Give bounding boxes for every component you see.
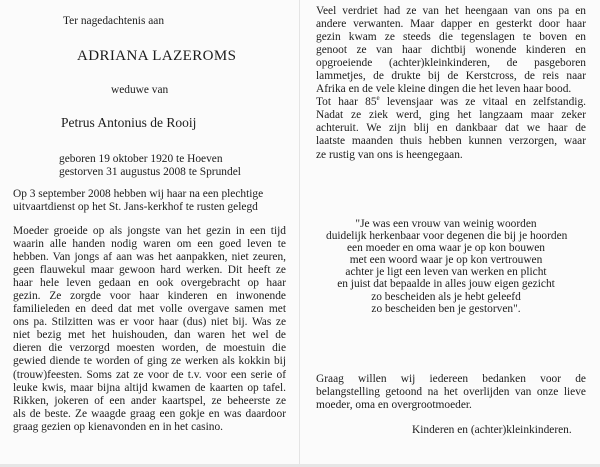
text-line: laatste maanden thuis hebben kunnen verzorgen, waar (316, 135, 586, 148)
thanks-paragraph (316, 373, 586, 412)
poem-line: een moeder en oma waar je op kon bouwen (347, 242, 545, 255)
ordinal-suffix: e (376, 94, 380, 103)
text-line: Rikken, jokeren of een ander kaartspel, ze beheerste ze (13, 394, 286, 407)
text-line: ons pa. Stilzitten was er voor haar (dus) niet bij. Was ze (13, 316, 286, 329)
text-line: opgroeiende (achter)kleinkinderen, de pasgeboren (316, 57, 586, 70)
text-line: hebben. Van jongs af aan was het aanpakken, niet zeuren, (13, 251, 286, 264)
text-line: dieren die verzorgd moesten worden, de moestuin die (13, 342, 286, 355)
text-line: Nadat ze ziek werd, ging het langzaam maar zeker (316, 109, 586, 122)
biography-paragraph (13, 225, 286, 434)
text-line: genoot ze van haar dichtbij wonende kinderen en (316, 44, 586, 57)
text-line: Afrika en de vele kleine dingen die het leven haar bood. (316, 83, 572, 96)
text-line: gewied diende te worden of ging ze werken als kokkin bij (13, 355, 286, 368)
funeral-paragraph (13, 188, 285, 214)
text-line: ze rustig van ons is heengegaan. (316, 148, 463, 161)
text-line: andere verwanten. Maar dapper en gesterkt door haar (316, 18, 586, 31)
poem-line: duidelijk herkenbaar voor degenen die bij je hoorden (326, 230, 568, 243)
memorial-heading: Ter nagedachtenis aan (63, 15, 165, 27)
text-line: uitvaartdienst op het St. Jans-kerkhof te rusten gelegd (13, 201, 258, 214)
poem-line: met een woord waar je op kon vertrouwen (349, 254, 543, 267)
poem-line: "Je was een vrouw van weinig woorden (355, 218, 537, 230)
text-line: als de beste. Ze waagde graag een gokje en was daardoor (13, 407, 286, 420)
poem-line: en juist dat bepaalde in alles jouw eigen gezicht (337, 278, 555, 291)
text-line: haar hele leven gedaan en ook overgebracht op haar (13, 277, 286, 290)
age-line (316, 96, 586, 109)
deceased-name: ADRIANA LAZEROMS (77, 48, 237, 64)
age-text-start: Tot haar 85 (316, 96, 377, 109)
text-line: familieleden en deed dat met volle overgave samen met (13, 303, 286, 316)
grief-paragraph (316, 5, 586, 162)
text-line: belangstelling getoond na het overlijden van onze lieve (316, 386, 586, 399)
text-line: moeder, oma en overgrootmoeder. (316, 399, 472, 412)
text-line: waarin alle handen nodig waren om een goed leven te (13, 238, 286, 251)
spouse-name: Petrus Antonius de Rooij (61, 115, 197, 130)
text-line: geen flauwekul maar gewoon hard werken. Dit heeft ze (13, 264, 286, 277)
signature-line: Kinderen en (achter)kleinkinderen. (412, 424, 572, 436)
text-line: Moeder groeide op als jongste van het gezin in een tijd (13, 225, 286, 237)
poem-line: achter je ligt een leven van werken en plicht (345, 266, 547, 279)
text-line: Op 3 september 2008 hebben wij haar na een plechtige (13, 188, 264, 200)
birth-line: geboren 19 oktober 1920 te Hoeven (59, 153, 223, 165)
text-line: achteruit. We zijn blij en dankbaar dat we haar de (316, 122, 586, 135)
poem-line: zo bescheiden als je hebt geleefd (371, 290, 521, 303)
text-line: niet bezig met het huishouden, dan waren het wel de (13, 329, 286, 342)
text-line: (trouw)feesten. Soms zat ze voor de t.v. voor een serie of (13, 368, 286, 381)
text-line: graag gezien op kienavonden en in het casino. (13, 420, 224, 433)
text-line: gezin. Ze zorgde voor haar kinderen en inwonende (13, 290, 286, 303)
text-line: lammetjes, de drukte bij de Kerstcross, de reis naar (316, 70, 586, 83)
age-text-end: levensjaar was ze vitaal en zelfstandig. (379, 96, 586, 109)
poem-line: zo bescheiden ben je gestorven". (371, 302, 521, 315)
text-line: gezin kwam ze steeds die tegenslagen te boven en (316, 31, 586, 44)
death-line: gestorven 31 augustus 2008 te Sprundel (59, 166, 241, 178)
relation-label: weduwe van (111, 84, 169, 96)
poem (326, 218, 566, 315)
text-line: Veel verdriet had ze van het heengaan van ons pa en (316, 5, 586, 17)
text-line: leuke kwis, maar bijna altijd kwamen de kaarten op tafel. (13, 381, 286, 394)
text-line: Graag willen wij iedereen bedanken voor de (316, 373, 586, 385)
